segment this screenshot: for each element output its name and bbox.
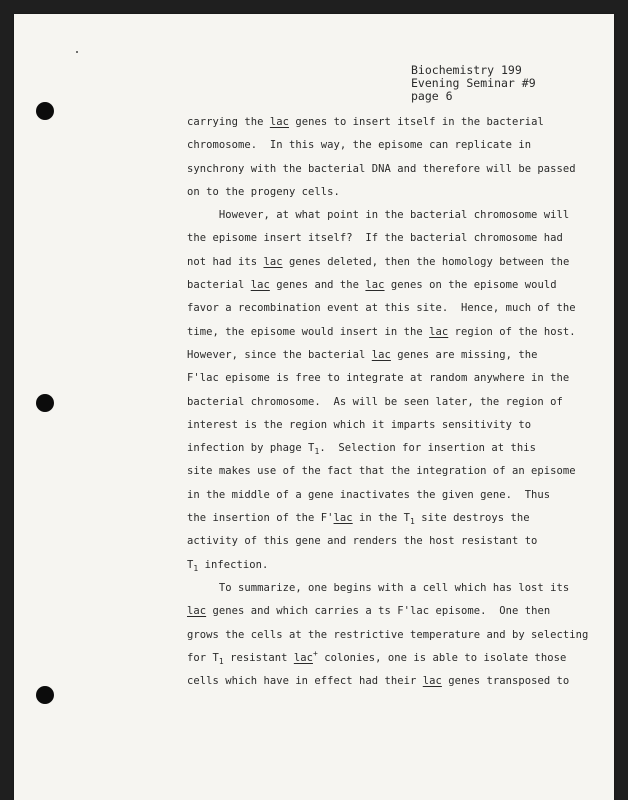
text-line [187,391,588,414]
underlined-gene-name: lac [429,325,449,338]
text-line [187,507,588,530]
text-run: in the T [352,512,411,525]
text-run: bacterial [187,279,251,292]
underlined-gene-name: lac [333,512,353,525]
text-run: T [187,558,194,571]
page-header [411,64,536,103]
text-line [187,227,588,250]
text-run: site destroys the [414,512,530,525]
subscript: 1 [193,563,199,573]
text-run: synchrony with the bacterial DNA and therefore will be passed [187,162,576,175]
text-run: genes and which carries a ts F'lac episome. One then [206,605,551,618]
text-run: carrying the [187,116,270,128]
subscript: 1 [410,517,415,527]
text-run: However, at what point in the bacterial chromosome will [187,209,570,222]
text-line [187,158,588,181]
text-run: on to the progeny cells. [187,185,340,198]
punch-hole [36,686,54,704]
text-line [187,134,588,157]
text-line [187,577,588,600]
text-run: site makes use of the fact that the integration of an episome [187,465,576,478]
header-seminar: Evening Seminar #9 [411,76,536,90]
text-line [187,321,588,344]
text-run: . Selection for insertion at this [319,442,536,455]
text-line [187,460,588,483]
text-run: colonies, one is able to isolate those [317,651,567,664]
paper-speck [76,51,78,53]
header-course: Biochemistry 199 [411,63,522,77]
underlined-gene-name: lac [250,279,270,292]
text-line [187,437,588,460]
subscript: 1 [314,447,320,457]
text-run: genes transposed to [441,675,570,688]
body-text [187,111,588,693]
underlined-gene-name: lac [263,255,283,268]
text-run: the episome insert itself? If the bacterial chromosome had [187,232,563,245]
subscript: 1 [218,656,224,666]
underlined-gene-name: lac [293,651,313,664]
text-run: bacterial chromosome. As will be seen later, the region of [187,395,563,408]
text-run: infection. [198,558,269,571]
text-line [187,204,588,227]
text-line [187,251,588,274]
text-line [187,367,588,390]
header-page-number: page 6 [411,89,453,103]
text-line [187,414,588,437]
text-line [187,344,588,367]
underlined-gene-name: lac [269,116,289,128]
text-run: resistant [223,651,294,664]
text-line [187,274,588,297]
text-run: region of the host. [448,325,576,338]
underlined-gene-name: lac [371,348,391,361]
text-line [187,624,588,647]
text-line [187,181,588,204]
text-line [187,647,588,670]
underlined-gene-name: lac [365,279,385,292]
text-run: genes are missing, the [390,348,538,361]
text-run: cells which have in effect had their [187,675,423,688]
typed-page [14,14,614,800]
underlined-gene-name: lac [422,675,442,688]
text-line [187,600,588,623]
text-line [187,670,588,693]
text-run: genes to insert itself in the bacterial [288,116,544,128]
text-line [187,484,588,507]
text-run: However, since the bacterial [187,348,372,361]
punch-hole [36,394,54,412]
text-run: genes on the episome would [384,279,557,292]
text-run: To summarize, one begins with a cell which has lost its [187,581,570,594]
text-line [187,554,588,577]
text-run: activity of this gene and renders the host resistant to [187,535,538,548]
text-line [187,297,588,320]
text-run: the insertion of the F' [187,512,334,525]
underlined-gene-name: lac [187,605,207,618]
punch-hole [36,102,54,120]
text-line [187,111,588,134]
text-run: in the middle of a gene inactivates the given gene. Thus [187,488,551,501]
text-run: interest is the region which it imparts sensitivity to [187,418,532,431]
text-run: genes deleted, then the homology between the [282,255,570,268]
superscript: + [312,648,318,658]
text-run: genes and the [269,279,366,292]
text-run: infection by phage T [187,442,315,455]
text-run: F'lac episome is free to integrate at random anywhere in the [187,372,570,385]
text-run: for T [187,651,219,664]
text-run: chromosome. In this way, the episome can replicate in [187,139,532,152]
text-run: not had its [187,255,264,268]
text-line [187,530,588,553]
text-run: favor a recombination event at this site. Hence, much of the [187,302,576,315]
text-run: grows the cells at the restrictive temperature and by selecting [187,628,589,641]
text-run: time, the episome would insert in the [187,325,430,338]
